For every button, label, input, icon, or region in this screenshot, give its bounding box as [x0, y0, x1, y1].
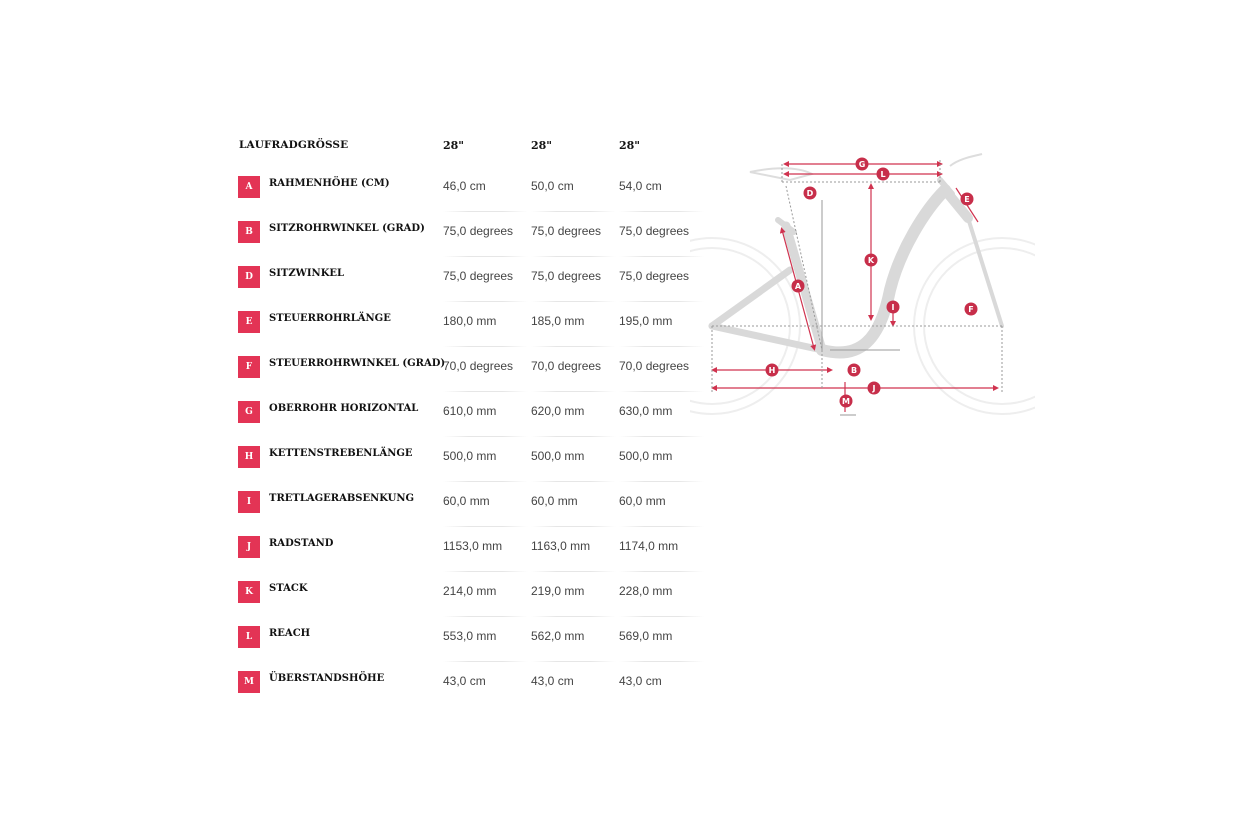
- geometry-table: [238, 122, 698, 707]
- table-row: [238, 257, 698, 302]
- svg-text:J: J: [872, 384, 876, 393]
- row-value: 620,0 mm: [531, 404, 585, 418]
- table-row: [238, 617, 698, 662]
- row-value: 70,0 degrees: [443, 359, 514, 373]
- row-key-badge: H: [238, 446, 260, 468]
- row-value: 50,0 cm: [531, 179, 574, 193]
- row-label: STEUERROHRWINKEL (GRAD): [269, 358, 446, 369]
- reference-lines: [712, 160, 1002, 392]
- table-row: [238, 212, 698, 257]
- row-label: SITZWINKEL: [269, 268, 345, 279]
- marker-f-icon: [965, 303, 978, 316]
- svg-text:K: K: [867, 256, 875, 265]
- wheel-size-1: 28": [443, 139, 465, 152]
- svg-text:H: H: [768, 366, 776, 375]
- table-row: [238, 572, 698, 617]
- row-value: 195,0 mm: [619, 314, 673, 328]
- row-label: RAHMENHÖHE (CM): [269, 178, 390, 189]
- row-value: 1174,0 mm: [619, 539, 679, 553]
- bike-frame-icon: [712, 180, 1002, 353]
- row-key-badge: E: [238, 311, 260, 333]
- row-value: 60,0 mm: [531, 494, 578, 508]
- table-row: [238, 482, 698, 527]
- row-label: SITZROHRWINKEL (GRAD): [269, 223, 425, 234]
- row-key-badge: L: [238, 626, 260, 648]
- marker-j-icon: [868, 382, 881, 395]
- row-label: TRETLAGERABSENKUNG: [269, 493, 415, 504]
- row-value: 75,0 degrees: [443, 269, 514, 283]
- marker-a-icon: [792, 280, 805, 293]
- row-key-badge: G: [238, 401, 260, 423]
- marker-b-icon: [848, 364, 861, 377]
- marker-d-icon: [804, 187, 817, 200]
- row-value: 630,0 mm: [619, 404, 673, 418]
- table-row: [238, 347, 698, 392]
- marker-e-icon: [961, 193, 974, 206]
- svg-text:M: M: [842, 397, 850, 406]
- row-value: 60,0 mm: [619, 494, 666, 508]
- wheel-size-3: 28": [619, 139, 641, 152]
- marker-l-icon: [877, 168, 890, 181]
- table-row: [238, 437, 698, 482]
- row-value: 500,0 mm: [531, 449, 585, 463]
- row-label: REACH: [269, 628, 311, 639]
- row-value: 500,0 mm: [619, 449, 673, 463]
- table-row: [238, 527, 698, 572]
- svg-text:D: D: [806, 189, 814, 198]
- row-value: 553,0 mm: [443, 629, 497, 643]
- svg-text:B: B: [850, 366, 858, 375]
- row-value: 75,0 degrees: [619, 269, 690, 283]
- marker-i-icon: [887, 301, 900, 314]
- row-key-badge: J: [238, 536, 260, 558]
- row-value: 70,0 degrees: [619, 359, 690, 373]
- bike-geometry-diagram: [690, 150, 1035, 425]
- table-row: [238, 392, 698, 437]
- row-key-badge: K: [238, 581, 260, 603]
- row-key-badge: B: [238, 221, 260, 243]
- row-label: ÜBERSTANDSHÖHE: [269, 673, 385, 684]
- row-value: 610,0 mm: [443, 404, 497, 418]
- marker-m-icon: [840, 395, 853, 408]
- svg-text:L: L: [880, 170, 886, 179]
- svg-text:I: I: [891, 303, 895, 312]
- row-value: 1163,0 mm: [531, 539, 591, 553]
- svg-text:F: F: [968, 305, 974, 314]
- svg-text:A: A: [794, 282, 802, 291]
- row-label: STACK: [269, 583, 308, 594]
- table-header: [238, 122, 698, 167]
- row-key-badge: A: [238, 176, 260, 198]
- table-row: [238, 662, 698, 707]
- row-label: STEUERROHRLÄNGE: [269, 313, 391, 324]
- row-value: 569,0 mm: [619, 629, 673, 643]
- row-value: 214,0 mm: [443, 584, 497, 598]
- marker-h-icon: [766, 364, 779, 377]
- row-value: 228,0 mm: [619, 584, 673, 598]
- row-value: 43,0 cm: [443, 674, 486, 688]
- row-label: RADSTAND: [269, 538, 334, 549]
- row-value: 180,0 mm: [443, 314, 497, 328]
- row-label: KETTENSTREBENLÄNGE: [269, 448, 413, 459]
- row-key-badge: F: [238, 356, 260, 378]
- row-value: 46,0 cm: [443, 179, 486, 193]
- table-row: [238, 167, 698, 212]
- table-row: [238, 302, 698, 347]
- row-value: 43,0 cm: [531, 674, 574, 688]
- row-value: 75,0 degrees: [443, 224, 514, 238]
- svg-text:E: E: [964, 195, 970, 204]
- row-value: 562,0 mm: [531, 629, 585, 643]
- row-key-badge: D: [238, 266, 260, 288]
- row-value: 1153,0 mm: [443, 539, 503, 553]
- row-value: 75,0 degrees: [619, 224, 690, 238]
- row-label: OBERROHR HORIZONTAL: [269, 403, 419, 414]
- row-value: 54,0 cm: [619, 179, 662, 193]
- marker-k-icon: [865, 254, 878, 267]
- row-value: 500,0 mm: [443, 449, 497, 463]
- row-value: 60,0 mm: [443, 494, 490, 508]
- row-value: 70,0 degrees: [531, 359, 602, 373]
- row-key-badge: M: [238, 671, 260, 693]
- svg-text:G: G: [858, 160, 866, 169]
- wheel-size-label: LAUFRADGRÖSSE: [239, 139, 349, 151]
- wheel-size-2: 28": [531, 139, 553, 152]
- marker-g-icon: [856, 158, 869, 171]
- row-key-badge: I: [238, 491, 260, 513]
- row-value: 75,0 degrees: [531, 269, 602, 283]
- row-value: 219,0 mm: [531, 584, 585, 598]
- row-value: 43,0 cm: [619, 674, 662, 688]
- row-value: 75,0 degrees: [531, 224, 602, 238]
- row-value: 185,0 mm: [531, 314, 585, 328]
